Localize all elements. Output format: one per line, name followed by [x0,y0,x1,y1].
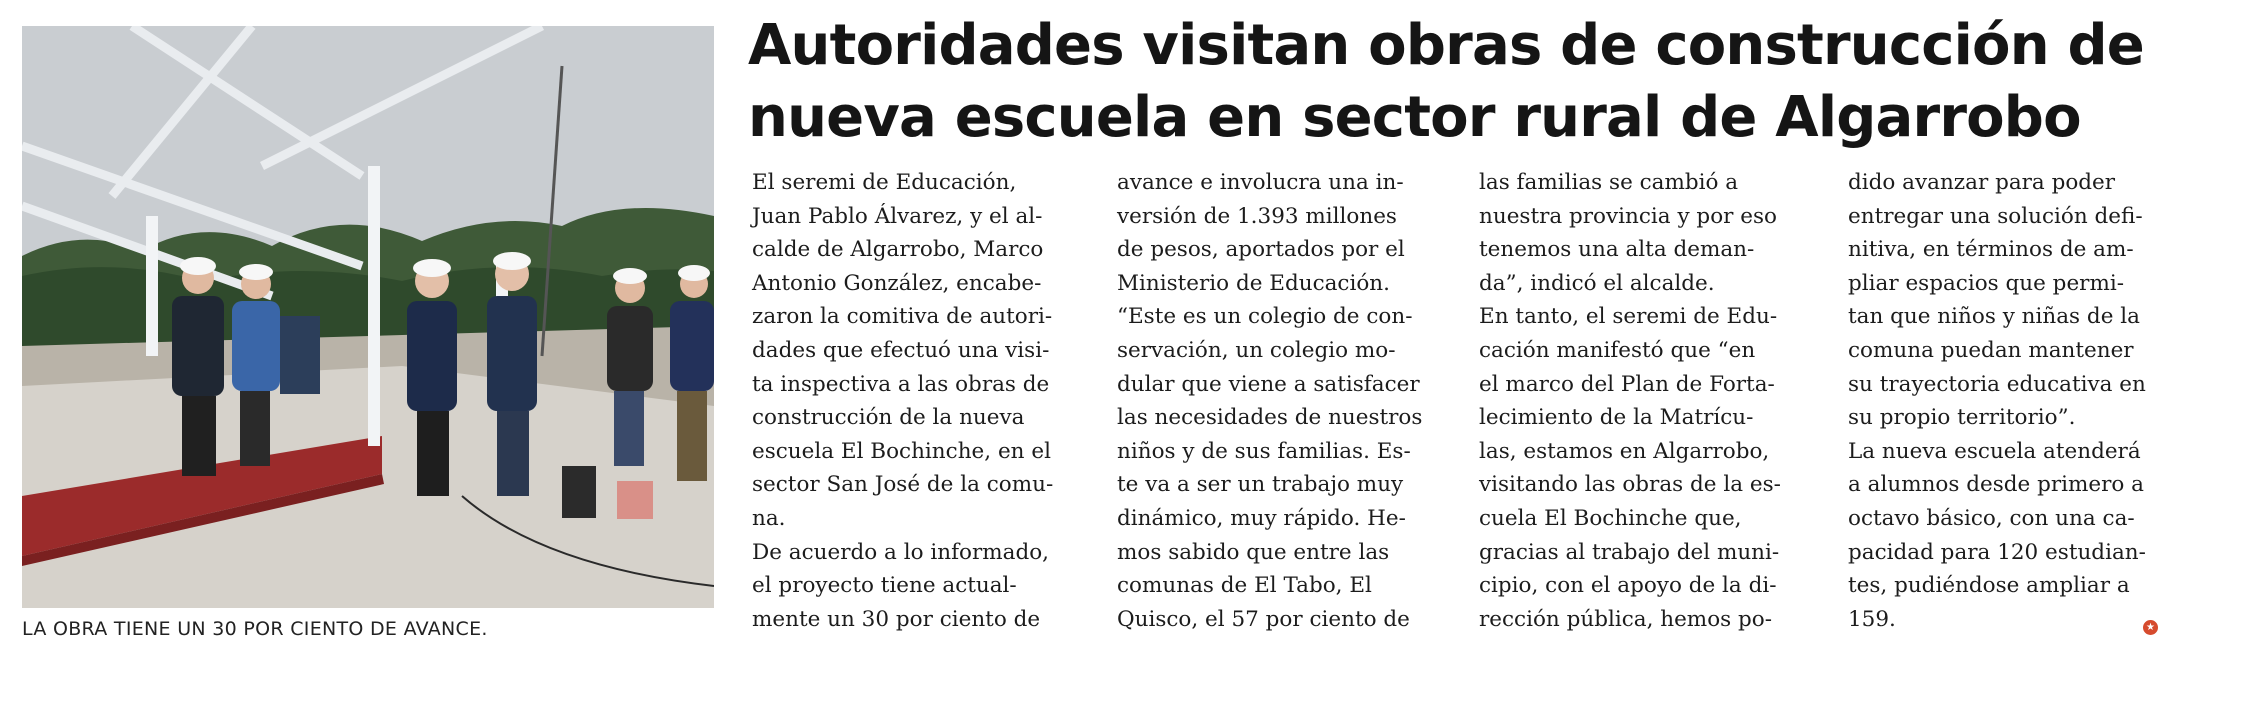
text-line: el proyecto tiene actual- [752,573,1017,599]
text-line: rección pública, hemos po- [1479,606,1772,632]
text-line: servación, un colegio mo- [1117,337,1396,363]
text-line: escuela El Bochinche, en el [752,438,1051,464]
text-line: visitando las obras de la es- [1479,472,1781,498]
text-line: niños y de sus familias. Es- [1117,438,1411,464]
text-line: De acuerdo a lo informado, [752,539,1050,565]
text-line: lecimiento de la Matrícu- [1479,405,1754,431]
article-column-4 [1848,166,2200,636]
text-line: pliar espacios que permi- [1848,270,2124,296]
article-column-2 [1117,166,1469,636]
text-line: La nueva escuela atenderá [1848,438,2141,464]
text-line: las, estamos en Algarrobo, [1479,438,1770,464]
text-line: de pesos, aportados por el [1117,237,1405,263]
article-headline [748,10,2148,154]
text-line: da”, indicó el alcalde. [1479,270,1715,296]
text-line: a alumnos desde primero a [1848,472,2144,498]
text-line: pacidad para 120 estudian- [1848,539,2146,565]
text-line: “Este es un colegio de con- [1117,304,1413,330]
photo-caption: LA OBRA TIENE UN 30 POR CIENTO DE AVANCE. [22,618,488,640]
text-line: las necesidades de nuestros [1117,405,1423,431]
text-line: cipio, con el apoyo de la di- [1479,573,1777,599]
article-column-3 [1479,166,1831,636]
text-line: nuestra provincia y por eso [1479,203,1777,229]
article-column-1 [752,166,1104,636]
text-line: su propio territorio”. [1848,405,2076,431]
text-line: dades que efectuó una visi- [752,337,1050,363]
text-line: El seremi de Educación, [752,170,1017,195]
text-line: cuela El Bochinche que, [1479,505,1742,531]
text-line: dular que viene a satisfacer [1117,371,1420,397]
text-line: Quisco, el 57 por ciento de [1117,606,1410,632]
text-line: construcción de la nueva [752,405,1025,431]
text-line: versión de 1.393 millones [1117,203,1397,229]
text-line: En tanto, el seremi de Edu- [1479,304,1778,330]
text-line: 159. [1848,606,1896,632]
text-line: octavo básico, con una ca- [1848,505,2135,531]
construction-site-photo [22,26,714,608]
text-line: zaron la comitiva de autori- [752,304,1053,330]
text-line: avance e involucra una in- [1117,170,1404,195]
headline-line: nueva escuela en sector rural de Algarrobo [748,85,2081,150]
text-line: comunas de El Tabo, El [1117,573,1372,599]
text-line: comuna puedan mantener [1848,337,2134,363]
text-line: na. [752,505,786,531]
text-line: tan que niños y niñas de la [1848,304,2140,330]
text-line: calde de Algarrobo, Marco [752,237,1044,263]
text-line: tes, pudiéndose ampliar a [1848,573,2130,599]
text-line: mente un 30 por ciento de [752,606,1041,632]
text-line: ta inspectiva a las obras de [752,371,1050,397]
headline-line: Autoridades visitan obras de construcción de [748,13,2144,78]
text-line: entregar una solución defi- [1848,203,2143,229]
text-line: el marco del Plan de Forta- [1479,371,1775,397]
text-line: su trayectoria educativa en [1848,371,2146,397]
article-photo [22,26,714,608]
text-line: gracias al trabajo del muni- [1479,539,1780,565]
text-line: las familias se cambió a [1479,170,1739,195]
text-line: cación manifestó que “en [1479,337,1756,363]
text-line: dido avanzar para poder [1848,170,2116,195]
text-line: nitiva, en términos de am- [1848,237,2134,263]
text-line: dinámico, muy rápido. He- [1117,505,1406,531]
text-line: Juan Pablo Álvarez, y el al- [752,203,1043,229]
text-line: tenemos una alta deman- [1479,237,1755,263]
text-line: Ministerio de Educación. [1117,270,1390,296]
end-of-article-star-icon: ★ [2143,620,2158,635]
text-line: sector San José de la comu- [752,472,1054,498]
text-line: mos sabido que entre las [1117,539,1390,565]
text-line: Antonio González, encabe- [752,270,1042,296]
text-line: te va a ser un trabajo muy [1117,472,1404,498]
